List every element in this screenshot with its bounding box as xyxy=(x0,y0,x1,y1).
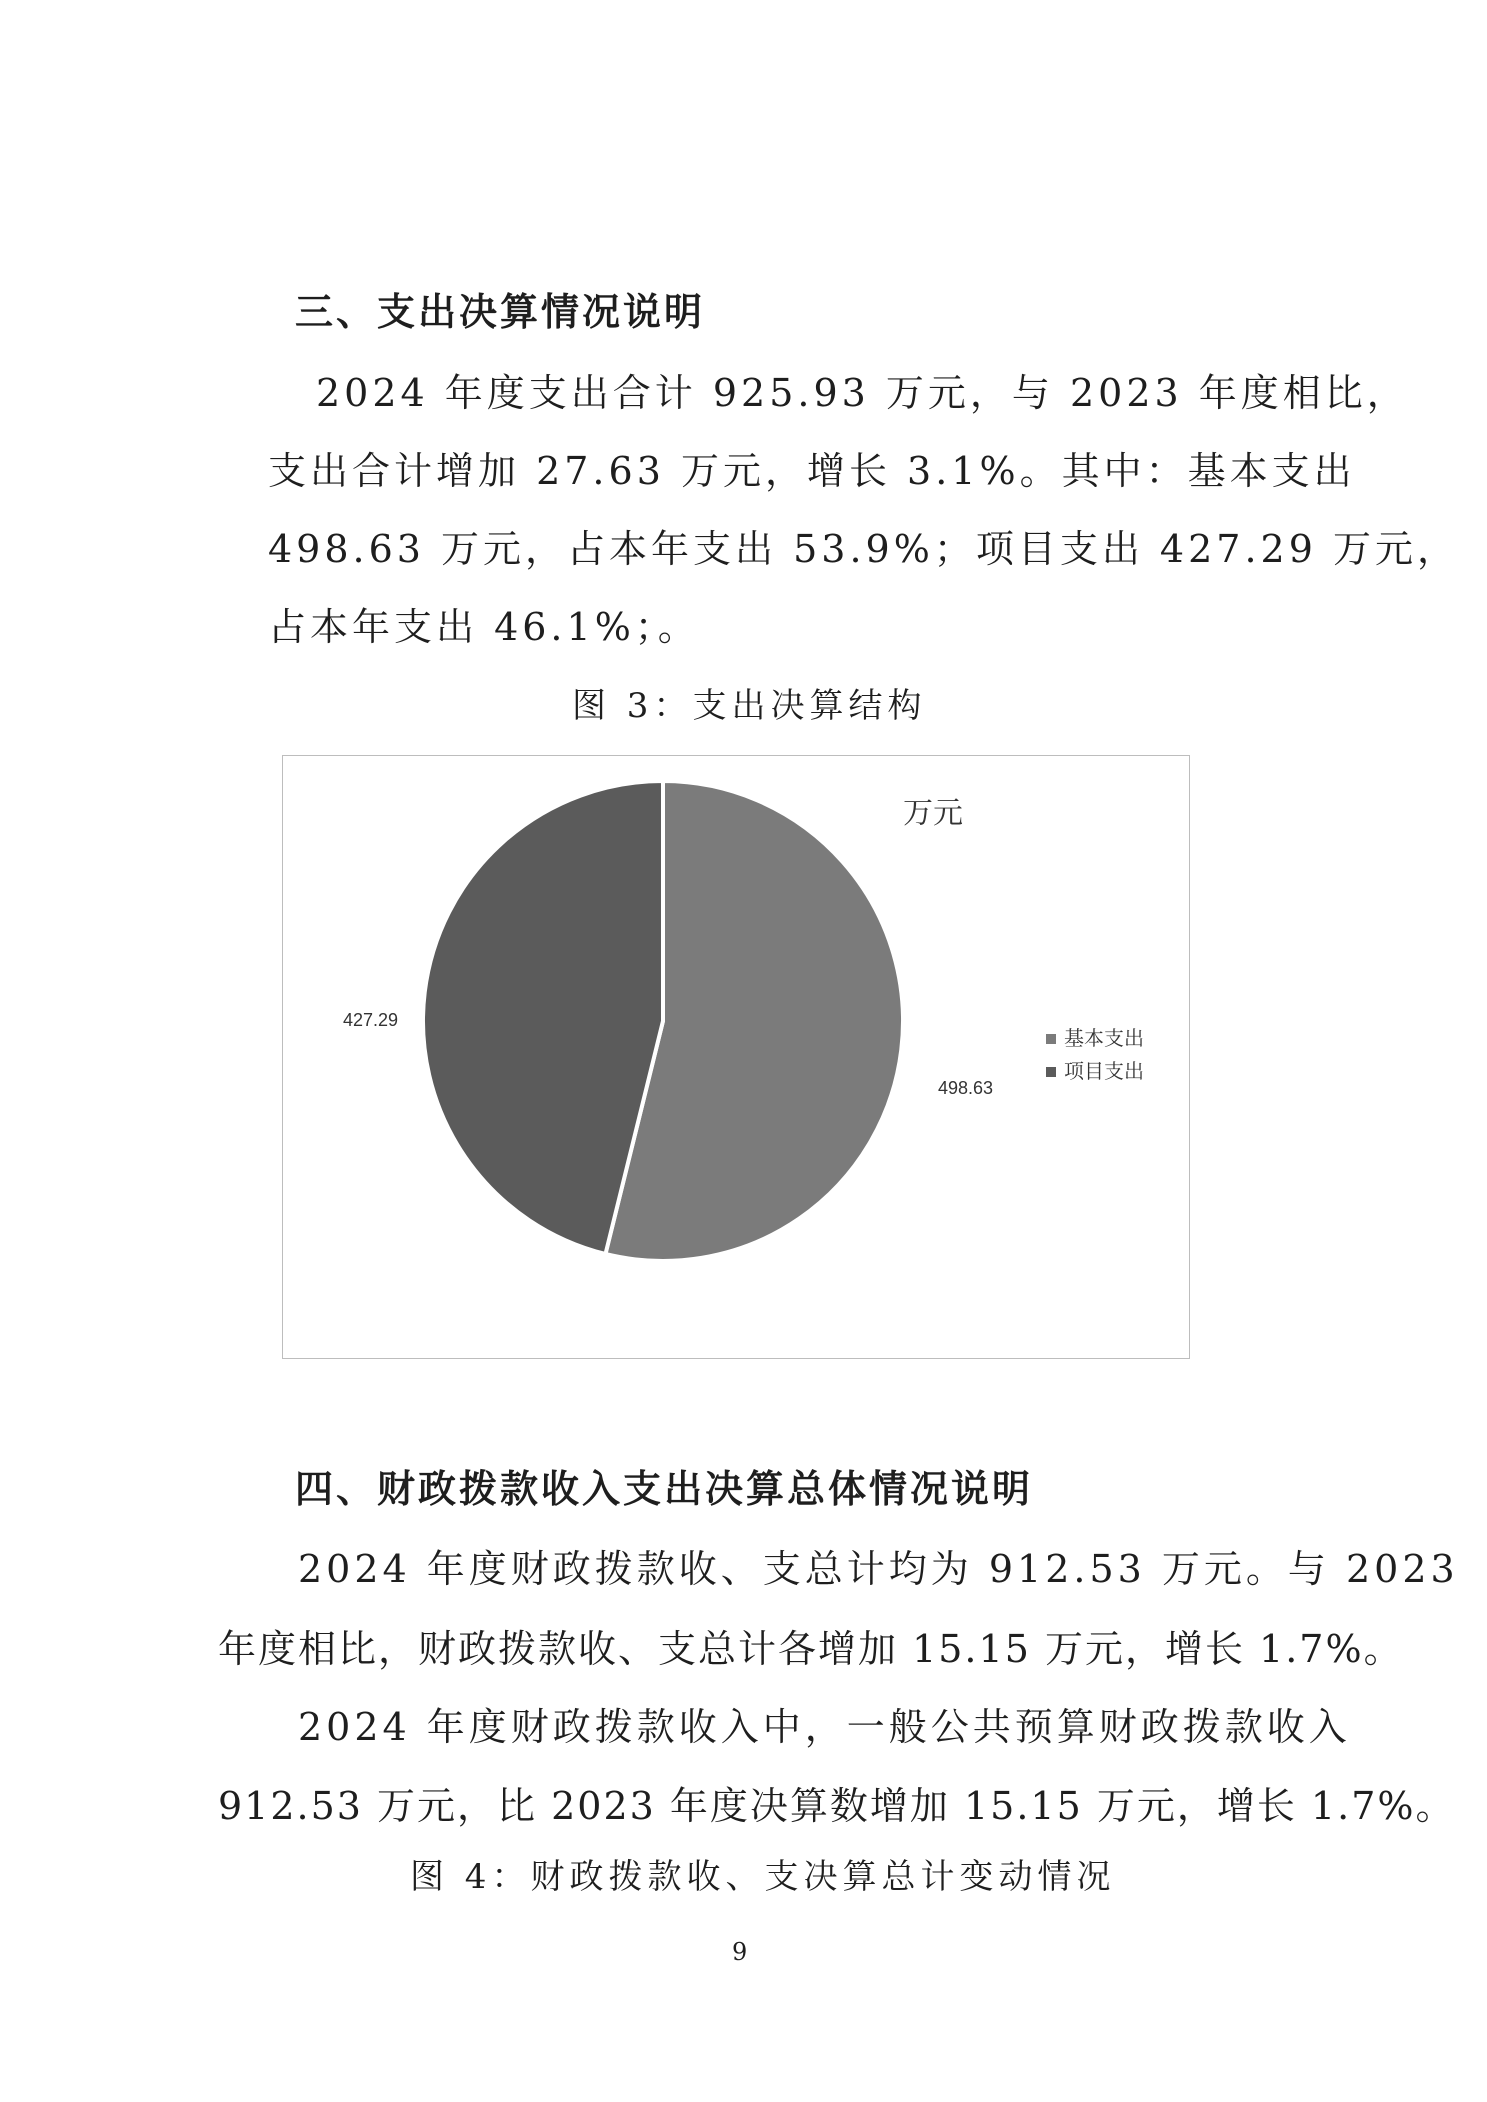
section-3-line-1: 2024 年度支出合计 925.93 万元，与 2023 年度相比， xyxy=(316,371,1409,415)
figure-4-caption: 图 4：财政拨款收、支决算总计变动情况 xyxy=(410,1857,1116,1897)
section-3-heading: 三、支出决算情况说明 xyxy=(295,290,706,334)
chart-legend xyxy=(1046,1026,1144,1083)
section-4-heading: 四、财政拨款收入支出决算总体情况说明 xyxy=(295,1467,1034,1511)
section-3-line-4: 占本年支出 46.1%；。 xyxy=(268,605,700,649)
section-3-line-3: 498.63 万元，占本年支出 53.9%；项目支出 427.29 万元， xyxy=(268,527,1459,571)
data-label-basic-expenditure: 498.63 xyxy=(938,1078,994,1098)
pie-slices xyxy=(423,781,903,1261)
expenditure-pie-chart xyxy=(282,755,1190,1359)
legend-label-project: 项目支出 xyxy=(1064,1059,1144,1083)
legend-swatch-project xyxy=(1046,1067,1056,1077)
section-4-line-1: 2024 年度财政拨款收、支总计均为 912.53 万元。与 2023 xyxy=(298,1547,1459,1591)
page-number: 9 xyxy=(732,1938,748,1966)
pie-chart-svg xyxy=(283,756,1189,1358)
section-4-line-2: 年度相比，财政拨款收、支总计各增加 15.15 万元，增长 1.7%。 xyxy=(218,1627,1404,1671)
section-4-line-4: 912.53 万元，比 2023 年度决算数增加 15.15 万元，增长 1.7%。 xyxy=(218,1784,1456,1828)
chart-title: 万元 xyxy=(903,796,963,831)
section-3-line-2: 支出合计增加 27.63 万元，增长 3.1%。其中：基本支出 xyxy=(268,449,1356,493)
legend-label-basic: 基本支出 xyxy=(1064,1026,1144,1050)
legend-swatch-basic xyxy=(1046,1034,1056,1044)
data-label-project-expenditure: 427.29 xyxy=(343,1010,399,1030)
section-4-line-3: 2024 年度财政拨款收入中，一般公共预算财政拨款收入 xyxy=(298,1705,1351,1749)
figure-3-caption: 图 3：支出决算结构 xyxy=(572,686,927,726)
